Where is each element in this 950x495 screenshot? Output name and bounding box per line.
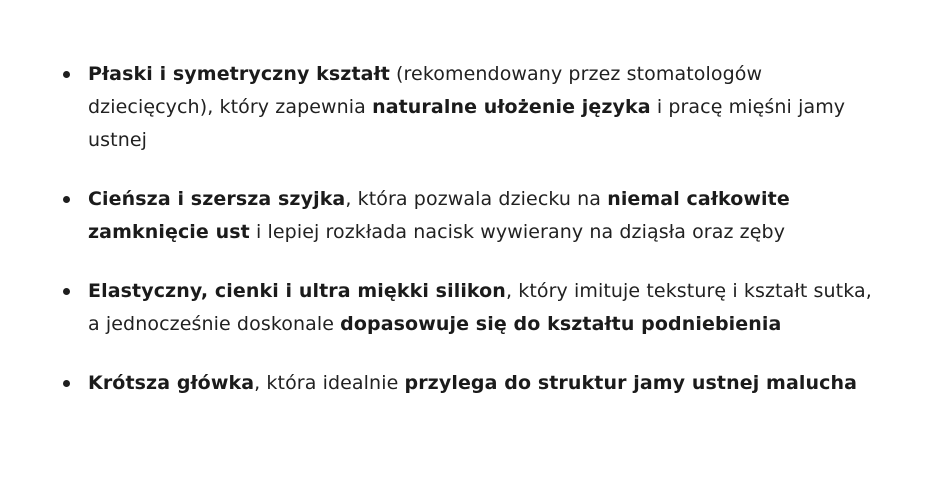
bold-text-segment: Krótsza główka [88,372,255,394]
bold-text-segment: Płaski i symetryczny kształt [88,63,390,85]
bold-text-segment: naturalne ułożenie języka [372,96,651,118]
text-segment: (rekomendowany przez stomatologów dziecięcych), który zapewnia [88,63,763,118]
bold-text-segment: niemal całkowite zamknięcie ust [88,188,790,243]
text-segment: , która idealnie [254,372,405,394]
bold-text-segment: dopasowuje się do kształtu podniebienia [340,313,782,335]
text-segment: i lepiej rozkłada nacisk wywierany na dziąsła oraz zęby [249,221,786,243]
text-segment: i pracę mięśni jamy ustnej [88,96,846,151]
text-segment: , która pozwala dziecku na [345,188,608,210]
list-item [62,275,888,341]
list-item [62,58,888,157]
bold-text-segment: przylega do struktur jamy ustnej malucha [404,372,858,394]
bold-text-segment: Cieńsza i szersza szyjka [88,188,346,210]
list-item [62,367,888,400]
feature-list [62,58,890,400]
bold-text-segment: Elastyczny, cienki i ultra miękki silikon [88,280,506,302]
text-segment: , który imituje teksturę i kształt sutka, a jednocześnie doskonale [88,280,872,335]
list-item [62,183,888,249]
